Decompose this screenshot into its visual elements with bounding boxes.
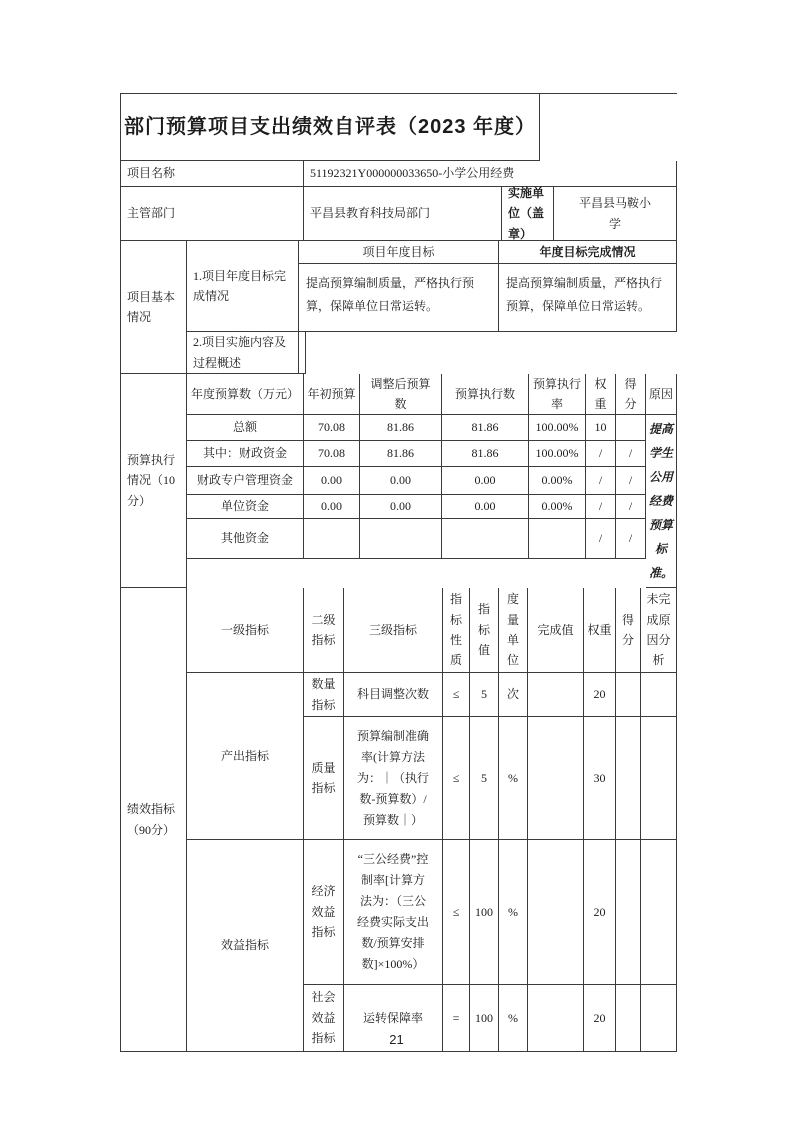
perf-level2-label: 质量指标: [304, 717, 344, 840]
perf-level1-label: 效益指标: [187, 840, 304, 1052]
perf-cell-nature: ≤: [443, 717, 470, 840]
basic-section: [121, 241, 677, 374]
perf-header: 未完成原因分析: [641, 588, 677, 673]
perf-header: 权重: [584, 588, 616, 673]
implementation-row-label: 2.项目实施内容及过程概述: [187, 332, 299, 374]
budget-row-unit-funds: [187, 495, 646, 519]
dept-value: 平昌县教育科技局部门: [304, 187, 502, 241]
budget-cell-initial: 0.00: [304, 467, 360, 495]
budget-cell-initial: 70.08: [304, 441, 360, 467]
perf-cell-weight: 20: [584, 840, 616, 985]
budget-row-label: 财政专户管理资金: [187, 467, 304, 495]
perf-cell-actual: [528, 717, 584, 840]
perf-cell-nature: ≤: [443, 673, 470, 717]
perf-header: 三级指标: [344, 588, 443, 673]
perf-header: 指标性质: [443, 588, 470, 673]
perf-cell-unit: %: [499, 717, 528, 840]
budget-cell-weight: /: [586, 441, 616, 467]
perf-cell-unit: %: [499, 840, 528, 985]
perf-cell-analysis: [641, 717, 677, 840]
budget-section: [121, 374, 677, 588]
budget-cell-score: /: [616, 441, 646, 467]
project-name-label: 项目名称: [121, 161, 304, 187]
budget-cell-rate: [529, 519, 586, 559]
perf-row-quantity: [304, 673, 677, 717]
budget-row-label: 其他资金: [187, 519, 304, 559]
project-name-value: 51192321Y000000033650-小学公用经费: [304, 161, 677, 187]
perf-cell-actual: [528, 840, 584, 985]
budget-cell-initial: 70.08: [304, 415, 360, 441]
budget-cell-adjusted: 81.86: [360, 441, 442, 467]
budget-cell-adjusted: 0.00: [360, 495, 442, 519]
basic-section-label: 项目基本情况: [121, 241, 187, 374]
budget-cell-score: [616, 415, 646, 441]
budget-cell-initial: 0.00: [304, 495, 360, 519]
evaluation-table: [120, 93, 677, 1052]
budget-row-label: 其中：财政资金: [187, 441, 304, 467]
perf-cell-nature: ≤: [443, 840, 470, 985]
budget-header: 权重: [586, 374, 616, 415]
perf-header: 度量单位: [499, 588, 528, 673]
budget-cell-initial: [304, 519, 360, 559]
budget-cell-executed: 81.86: [442, 415, 529, 441]
page-title: 部门预算项目支出绩效自评表（2023 年度）: [121, 94, 540, 161]
budget-header: 预算执行数: [442, 374, 529, 415]
budget-reason-cell: 提高学生公用经费预算标准。: [646, 415, 677, 588]
annual-goal-row-label: 1.项目年度目标完成情况: [187, 241, 299, 332]
goal-header: 项目年度目标: [299, 241, 499, 264]
goal-done-header: 年度目标完成情况: [499, 241, 677, 264]
perf-cell-score: [616, 673, 641, 717]
perf-cell-score: [616, 717, 641, 840]
perf-cell-analysis: [641, 840, 677, 985]
perf-cell-weight: 20: [584, 985, 616, 1052]
perf-cell-weight: 30: [584, 717, 616, 840]
perf-cell-score: [616, 840, 641, 985]
perf-group-output: [187, 673, 677, 840]
budget-cell-adjusted: 0.00: [360, 467, 442, 495]
budget-cell-weight: /: [586, 495, 616, 519]
perf-cell-unit: 次: [499, 673, 528, 717]
budget-cell-score: /: [616, 519, 646, 559]
budget-row-total: [187, 415, 646, 441]
budget-row-label: 单位资金: [187, 495, 304, 519]
budget-cell-executed: 0.00: [442, 495, 529, 519]
budget-cell-weight: 10: [586, 415, 616, 441]
page-number: 21: [389, 1032, 404, 1047]
budget-cell-rate: 100.00%: [529, 415, 586, 441]
perf-cell-target: 100: [470, 985, 499, 1052]
budget-header: 预算执行率: [529, 374, 586, 415]
budget-cell-executed: 0.00: [442, 467, 529, 495]
perf-group-benefit: [187, 840, 677, 1052]
perf-header: 得分: [616, 588, 641, 673]
perf-level1-label: 产出指标: [187, 673, 304, 840]
budget-row-label: 总额: [187, 415, 304, 441]
implementation-row-value: [299, 332, 306, 374]
perf-level3-label: 预算编制准确率(计算方法为：｜（执行数-预算数）/预算数｜）: [344, 717, 443, 840]
impl-unit-value: 平昌县马鞍小学: [554, 187, 677, 241]
budget-cell-rate: 100.00%: [529, 441, 586, 467]
perf-level3-label: 运转保障率: [344, 985, 443, 1052]
perf-level2-label: 经济效益指标: [304, 840, 344, 985]
perf-cell-unit: %: [499, 985, 528, 1052]
budget-header: 调整后预算数: [360, 374, 442, 415]
budget-cell-adjusted: 81.86: [360, 415, 442, 441]
perf-cell-target: 5: [470, 717, 499, 840]
perf-level2-label: 社会效益指标: [304, 985, 344, 1052]
perf-level3-label: 科目调整次数: [344, 673, 443, 717]
budget-row-special-account: [187, 467, 646, 495]
perf-header: 指标值: [470, 588, 499, 673]
budget-header: 得分: [616, 374, 646, 415]
goal-text: 提高预算编制质量，严格执行预算，保障单位日常运转。: [299, 264, 499, 332]
performance-section: [121, 588, 677, 1052]
budget-section-label: 预算执行情况（10分）: [121, 374, 187, 588]
perf-level3-label: “三公经费”控制率[计算方法为：（三公经费实际支出数/预算安排数]×100%）: [344, 840, 443, 985]
perf-cell-target: 100: [470, 840, 499, 985]
perf-cell-actual: [528, 673, 584, 717]
budget-row-fiscal: [187, 441, 646, 467]
perf-cell-weight: 20: [584, 673, 616, 717]
budget-cell-rate: 0.00%: [529, 495, 586, 519]
perf-header: 一级指标: [187, 588, 304, 673]
perf-cell-target: 5: [470, 673, 499, 717]
dept-label: 主管部门: [121, 187, 304, 241]
budget-header: 年初预算: [304, 374, 360, 415]
budget-cell-executed: 81.86: [442, 441, 529, 467]
perf-level2-label: 数量指标: [304, 673, 344, 717]
budget-cell-weight: /: [586, 519, 616, 559]
perf-row-quality: [304, 717, 677, 840]
perf-cell-nature: =: [443, 985, 470, 1052]
budget-cell-rate: 0.00%: [529, 467, 586, 495]
budget-row-other-funds: [187, 519, 646, 559]
perf-header: 二级指标: [304, 588, 344, 673]
budget-header: 原因: [646, 374, 677, 415]
budget-cell-adjusted: [360, 519, 442, 559]
perf-header: 完成值: [528, 588, 584, 673]
performance-section-label: 绩效指标（90分）: [121, 588, 187, 1052]
impl-unit-label: 实施单位（盖章）: [502, 187, 554, 241]
goal-done-text: 提高预算编制质量，严格执行预算，保障单位日常运转。: [499, 264, 677, 332]
budget-cell-weight: /: [586, 467, 616, 495]
perf-row-economic: [304, 840, 677, 985]
budget-cell-executed: [442, 519, 529, 559]
budget-cell-score: /: [616, 467, 646, 495]
budget-header: 年度预算数（万元）: [187, 374, 304, 415]
budget-cell-score: /: [616, 495, 646, 519]
perf-cell-analysis: [641, 673, 677, 717]
